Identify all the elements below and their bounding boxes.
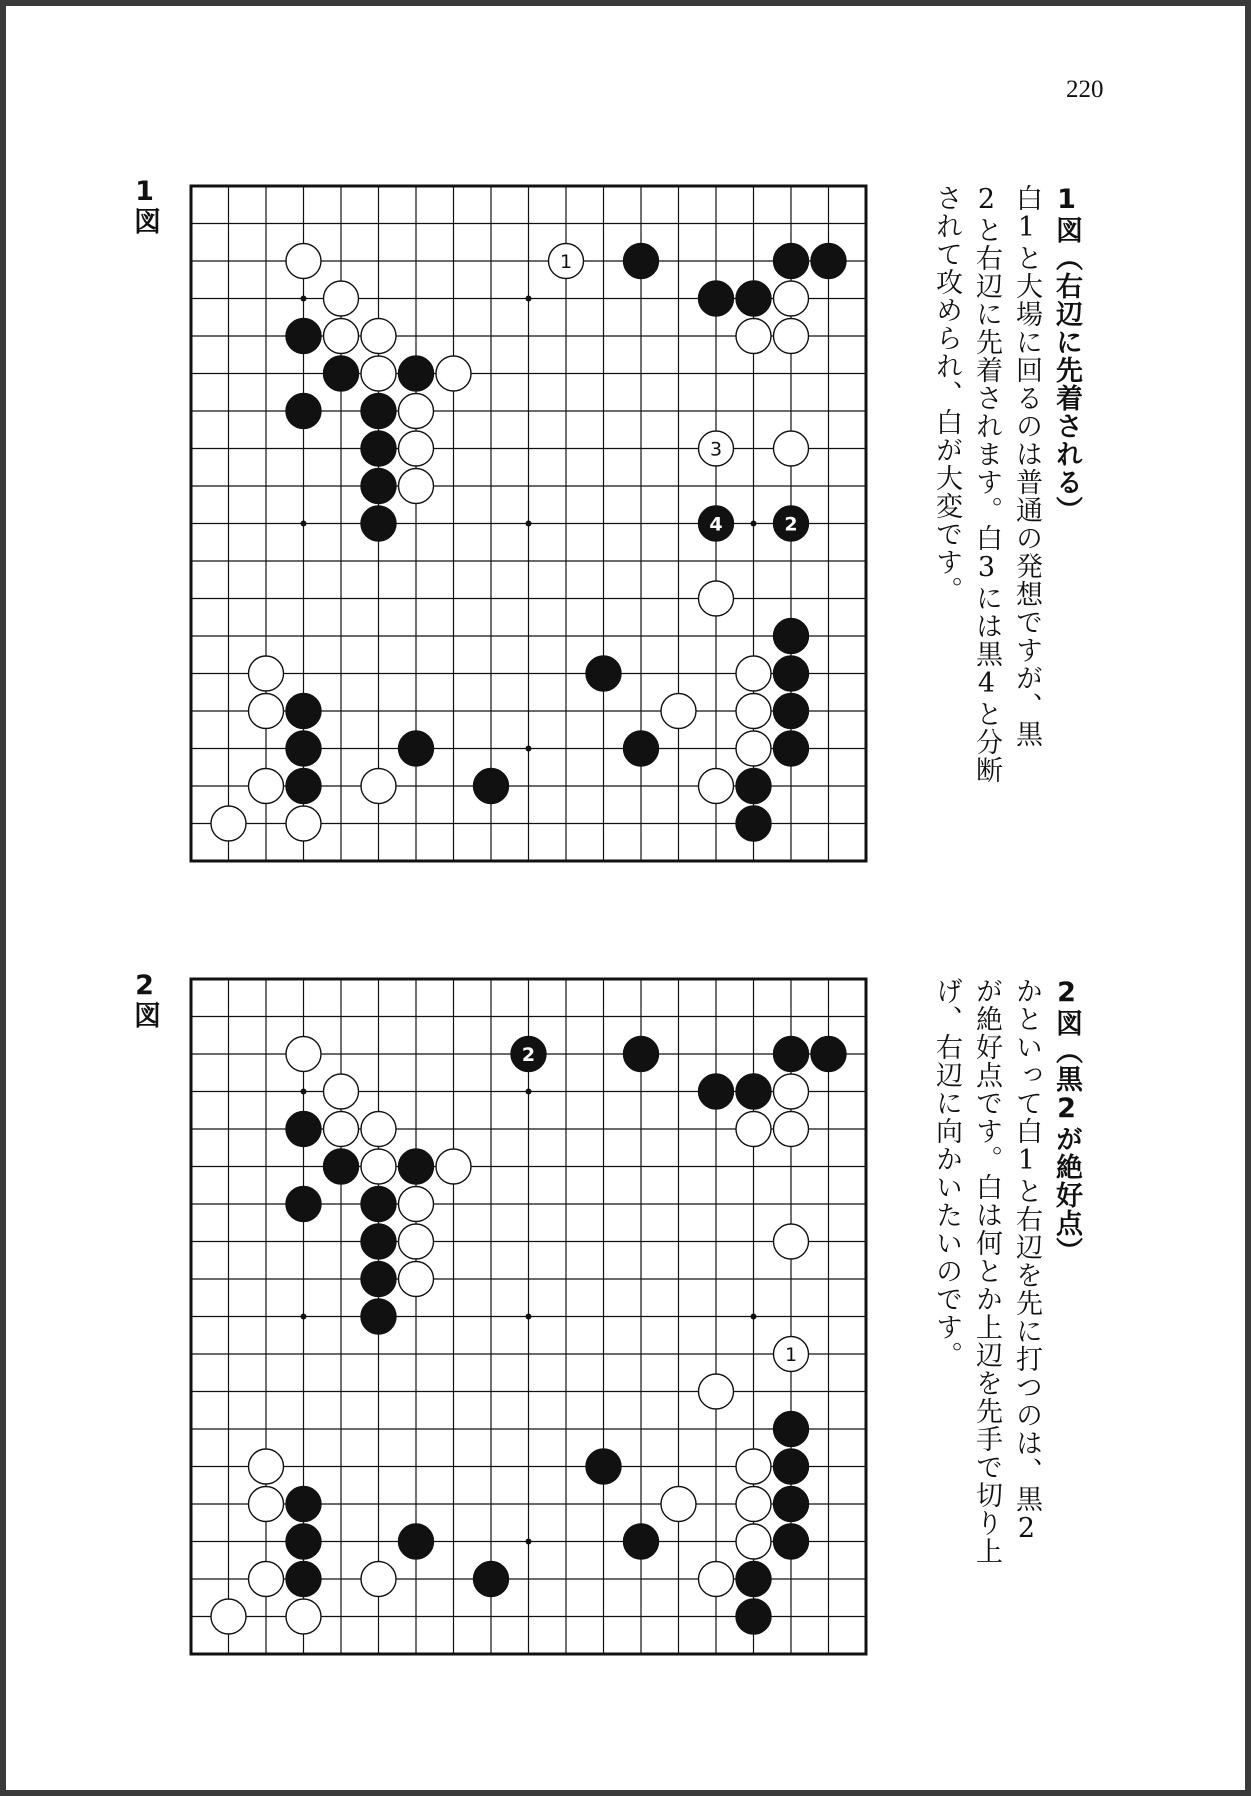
white-stone [324,1074,359,1109]
black-stone [324,356,359,391]
white-stone [774,431,809,466]
black-stone [774,656,809,691]
black-stone [774,506,809,541]
white-stone [399,1187,434,1222]
black-stone [586,656,621,691]
white-stone [661,694,696,729]
white-stone [211,806,246,841]
white-stone [699,769,734,804]
white-stone [286,1037,321,1072]
black-stone [774,1412,809,1447]
figure-1-commentary [926,184,1086,884]
black-stone [624,1037,659,1072]
black-stone [361,506,396,541]
white-stone [286,806,321,841]
white-stone [699,1562,734,1597]
black-stone [736,1074,771,1109]
black-stone [736,769,771,804]
black-stone [286,394,321,429]
white-stone [699,581,734,616]
black-stone [736,1562,771,1597]
white-stone [361,1149,396,1184]
black-stone [286,1562,321,1597]
black-stone [624,731,659,766]
figure-1-label: 1図 [129,176,160,234]
stone-move-number: 2 [521,1044,536,1066]
white-stone [774,1337,809,1372]
white-stone [324,281,359,316]
figure-1-heading: 1図（右辺に先着される） [1051,184,1082,524]
figure-1-go-board [191,186,871,866]
figure-2-heading: 2図（黒2が絶好点） [1051,977,1082,1265]
black-stone [736,1599,771,1634]
black-stone [286,694,321,729]
white-stone [774,281,809,316]
star-point [301,1314,307,1320]
black-stone [811,1037,846,1072]
black-stone [286,731,321,766]
white-stone [361,1112,396,1147]
black-stone [699,1074,734,1109]
black-stone [474,769,509,804]
book-page [6,6,1245,1790]
black-stone [736,806,771,841]
black-stone [699,281,734,316]
white-stone [736,694,771,729]
black-stone [811,244,846,279]
black-stone [774,1487,809,1522]
white-stone [324,1112,359,1147]
black-stone [361,394,396,429]
black-stone [774,694,809,729]
white-stone [699,1374,734,1409]
white-stone [774,1112,809,1147]
black-stone [699,506,734,541]
black-stone [474,1562,509,1597]
figure-2-label: 2図 [129,970,160,1028]
white-stone [436,356,471,391]
white-stone [736,1449,771,1484]
figure-1-text-line-2: 2と右辺に先着されます。白3には黒4と分断 [971,184,1002,784]
star-point [526,296,532,302]
star-point [301,521,307,527]
figure-2-text-line-1: かといって白1と右辺を先に打つのは、黒2 [1011,977,1042,1545]
white-stone [361,1562,396,1597]
white-stone [324,319,359,354]
figure-2-go-board [191,979,871,1659]
black-stone [361,469,396,504]
black-stone [774,731,809,766]
black-stone [774,619,809,654]
star-point [751,521,757,527]
white-stone [286,244,321,279]
white-stone [399,469,434,504]
black-stone [774,244,809,279]
white-stone [361,319,396,354]
star-point [301,1089,307,1095]
black-stone [774,1037,809,1072]
star-point [526,1314,532,1320]
white-stone [736,1112,771,1147]
figure-2-text-line-3: げ、右辺に向かいたいのです。 [931,977,962,1369]
star-point [301,296,307,302]
black-stone [286,319,321,354]
black-stone [361,1224,396,1259]
white-stone [361,356,396,391]
black-stone [286,1187,321,1222]
white-stone [249,1449,284,1484]
star-point [751,1314,757,1320]
black-stone [399,356,434,391]
black-stone [361,1299,396,1334]
white-stone [774,1224,809,1259]
white-stone [249,769,284,804]
figure-1-text-line-1: 白1と大場に回るのは普通の発想ですが、黒 [1011,184,1042,748]
stone-move-number: 2 [784,513,798,536]
white-stone [549,244,584,279]
star-point [526,521,532,527]
black-stone [586,1449,621,1484]
white-stone [249,1562,284,1597]
black-stone [736,281,771,316]
white-stone [249,1487,284,1522]
black-stone [286,769,321,804]
black-stone [399,1149,434,1184]
white-stone [736,656,771,691]
black-stone [399,731,434,766]
black-stone [774,1449,809,1484]
white-stone [211,1599,246,1634]
white-stone [399,1224,434,1259]
white-stone [249,694,284,729]
white-stone [736,1487,771,1522]
black-stone [286,1112,321,1147]
black-stone [286,1487,321,1522]
black-stone [361,431,396,466]
black-stone [774,1524,809,1559]
figure-2-text-line-2: が絶好点です。白は何とか上辺を先手で切り上 [971,977,1002,1565]
page-number: 220 [1066,76,1104,103]
figure-1-text-line-3: されて攻められ、白が大変です。 [931,184,962,604]
star-point [526,746,532,752]
black-stone [511,1037,546,1072]
white-stone [774,1074,809,1109]
white-stone [699,431,734,466]
white-stone [436,1149,471,1184]
white-stone [399,394,434,429]
stone-move-number: 1 [784,1344,798,1366]
white-stone [399,1262,434,1297]
white-stone [736,1524,771,1559]
stone-move-number: 1 [559,251,573,273]
white-stone [736,319,771,354]
stone-move-number: 4 [709,513,723,536]
black-stone [361,1262,396,1297]
stone-move-number: 3 [709,438,723,461]
white-stone [286,1599,321,1634]
white-stone [661,1487,696,1522]
star-point [526,1089,532,1095]
black-stone [624,1524,659,1559]
star-point [526,1539,532,1545]
white-stone [249,656,284,691]
white-stone [774,319,809,354]
figure-2-commentary [926,977,1086,1677]
black-stone [361,1187,396,1222]
white-stone [361,769,396,804]
black-stone [286,1524,321,1559]
white-stone [736,731,771,766]
black-stone [624,244,659,279]
black-stone [324,1149,359,1184]
black-stone [399,1524,434,1559]
white-stone [399,431,434,466]
